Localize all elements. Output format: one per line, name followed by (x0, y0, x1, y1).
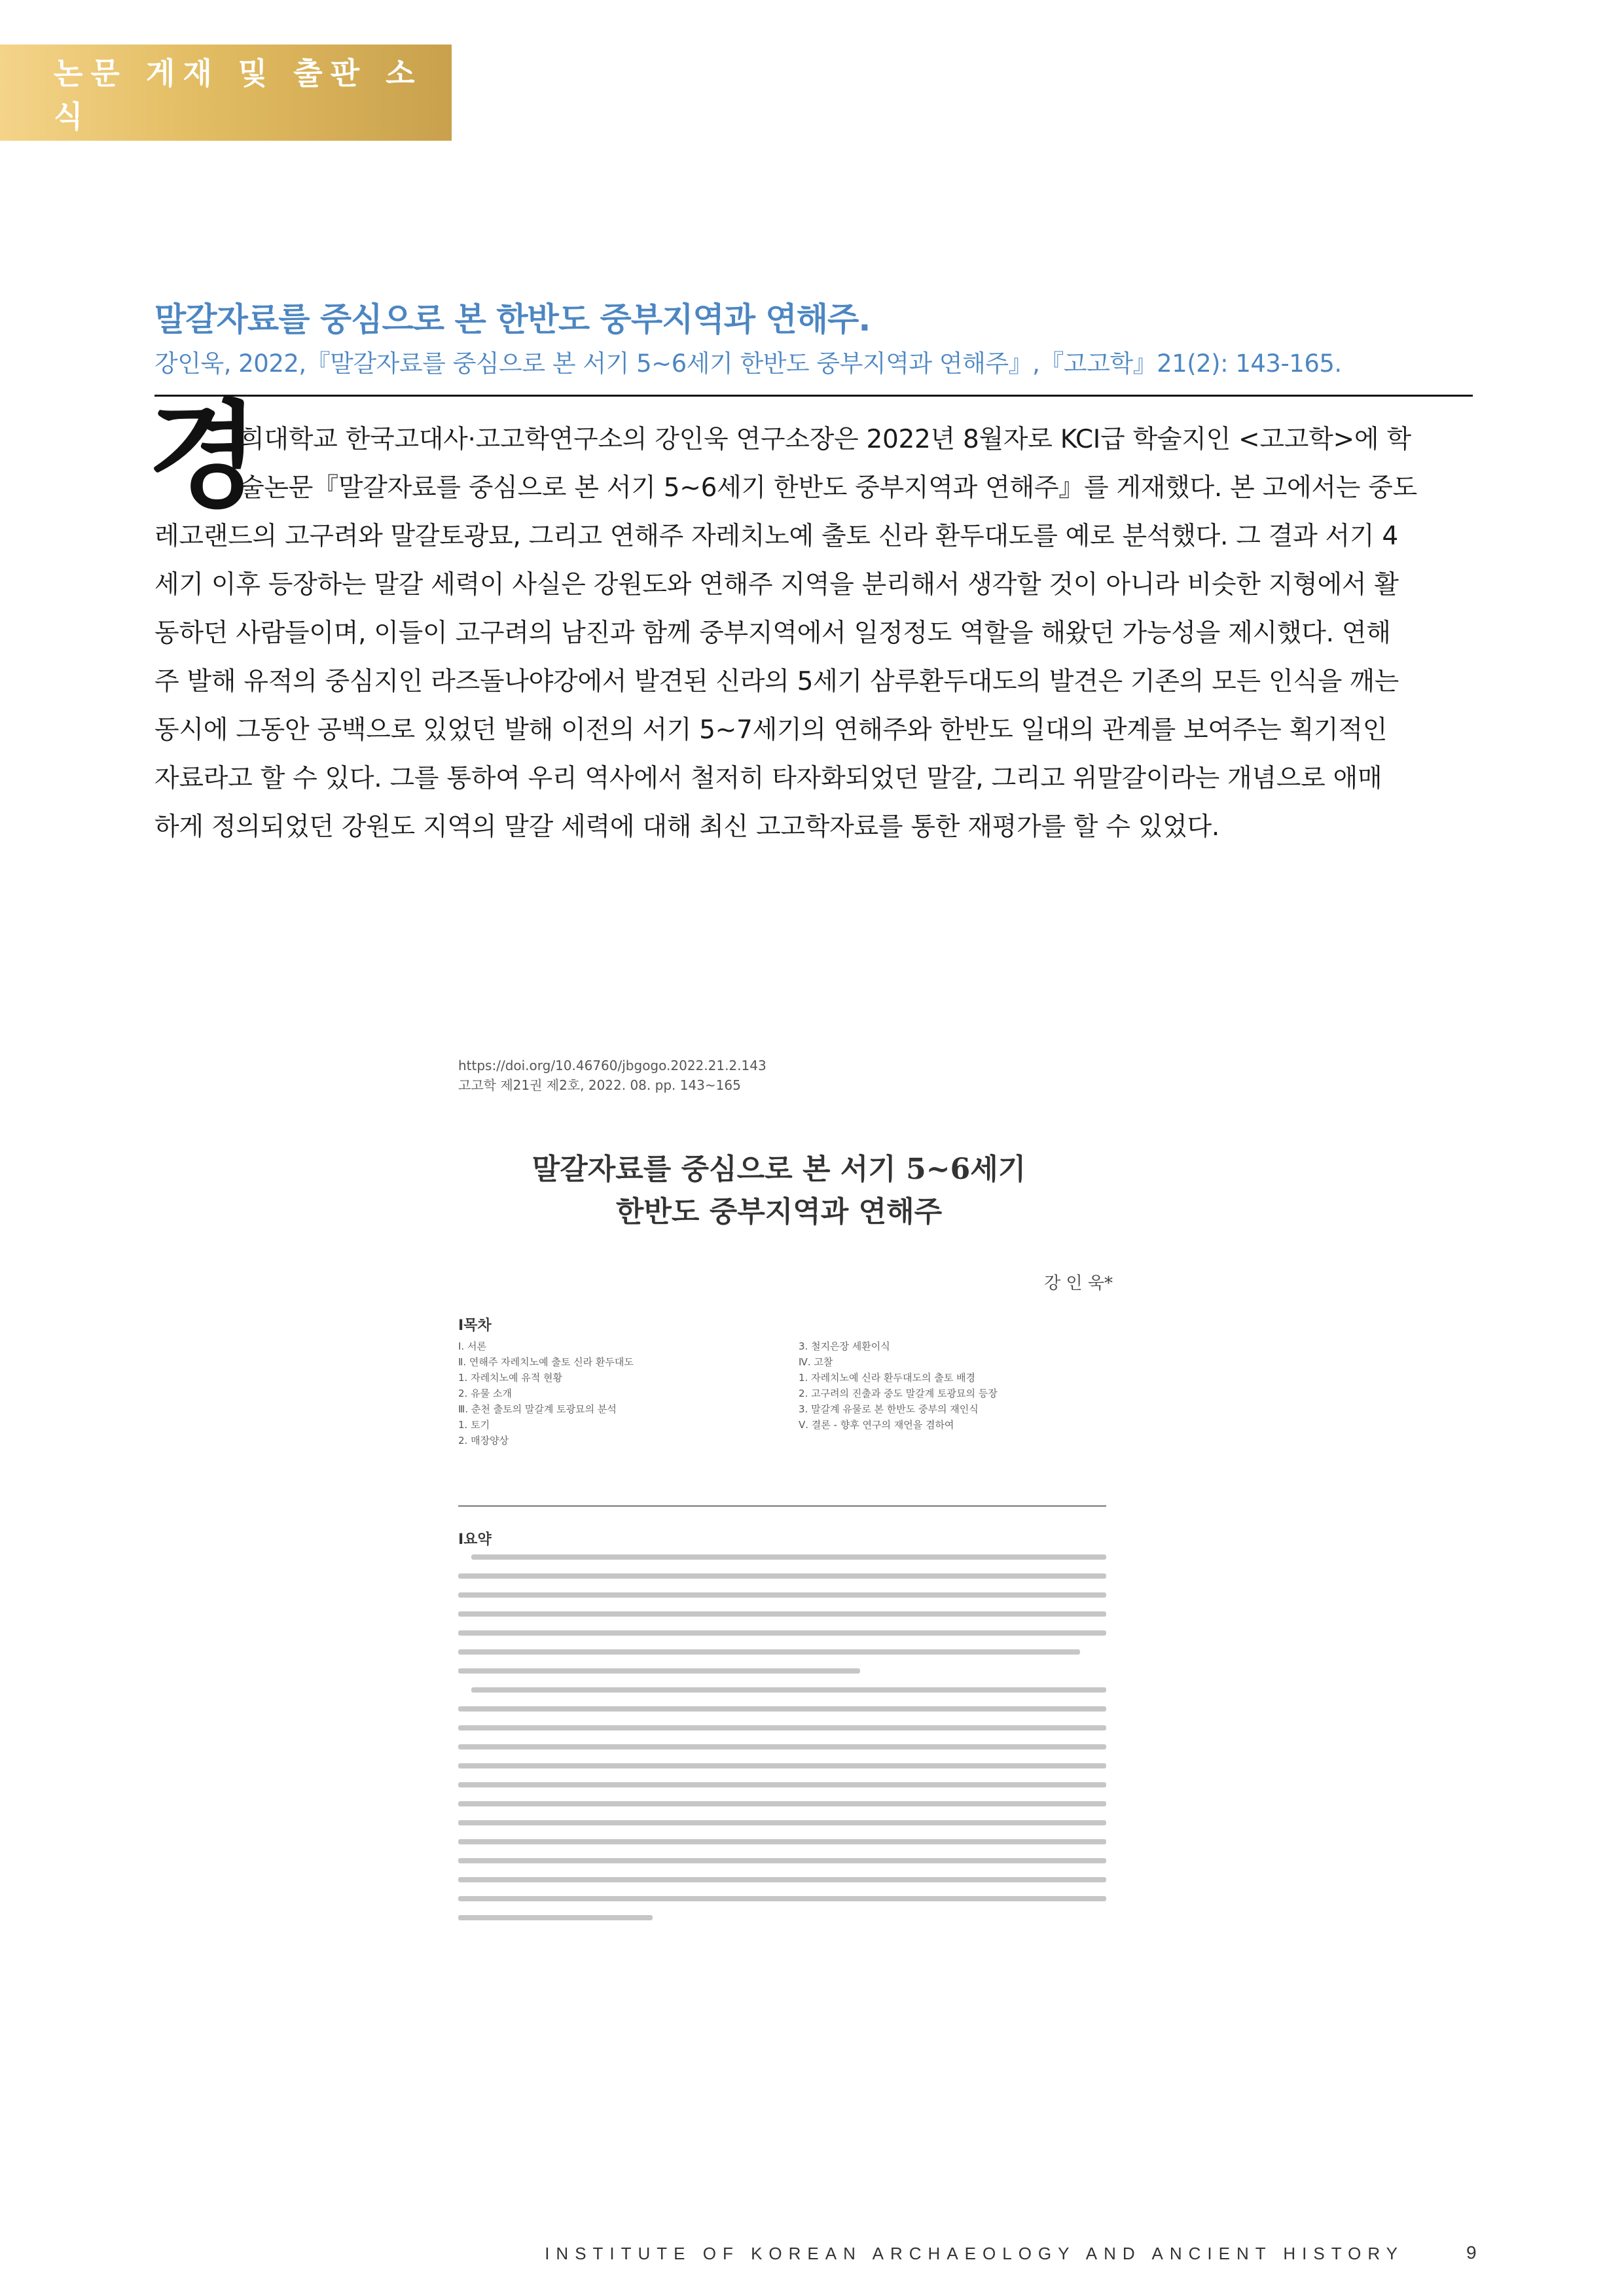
toc-item: Ⅳ. 고찰 (799, 1356, 833, 1368)
blurred-text-line (458, 1763, 1106, 1768)
section-label: 논문 게재 및 출판 소식 (54, 55, 423, 134)
blurred-text-line (458, 1725, 1106, 1731)
blurred-text-line (458, 1592, 1106, 1598)
body-line: 자료라고 할 수 있다. 그를 통하여 우리 역사에서 철저히 타자화되었던 말갈, 그리고 위말갈이라는 개념으로 애매 (154, 764, 1382, 793)
paper-first-page-image (458, 1047, 1113, 2029)
toc-item: 2. 매장양상 (458, 1435, 509, 1446)
blurred-text-line (458, 1839, 1106, 1844)
drop-cap: 경 (148, 389, 260, 524)
blurred-text-line (458, 1649, 1080, 1655)
blurred-text-line (471, 1687, 1106, 1693)
toc-left (458, 1338, 634, 1448)
toc-item: 2. 유물 소개 (458, 1388, 512, 1399)
body-line: 세기 이후 등장하는 말갈 세력이 사실은 강원도와 연해주 지역을 분리해서 생각할 것이 아니라 비슷한 지형에서 활 (154, 570, 1399, 600)
toc-item: 1. 자레치노예 신라 환두대도의 출토 배경 (799, 1372, 975, 1384)
body-line: 주 발해 유적의 중심지인 라즈돌나야강에서 발견된 신라의 5세기 삼루환두대도의 발견은 기존의 모든 인식을 깨는 (154, 667, 1399, 696)
paper-journal: 고고학 제21권 제2호, 2022. 08. pp. 143~165 (458, 1077, 741, 1093)
paper-title-line-1: 말갈자료를 중심으로 본 서기 5~6세기 (532, 1153, 1026, 1186)
toc-item: Ⅲ. 춘천 출토의 말갈계 토광묘의 분석 (458, 1403, 617, 1415)
toc-heading: Ⅰ목차 (458, 1318, 492, 1334)
blurred-text-line (458, 1668, 860, 1674)
blurred-text-line (458, 1782, 1106, 1787)
paper-doi: https://doi.org/10.46760/jbgogo.2022.21.2.143 (458, 1058, 767, 1073)
body-line: 동하던 사람들이며, 이들이 고구려의 남진과 함께 중부지역에서 일정정도 역할을 해왔던 가능성을 제시했다. 연해 (154, 619, 1391, 648)
blurred-text-line (458, 1801, 1106, 1806)
blurred-text-line (458, 1820, 1106, 1825)
blurred-text-line (458, 1706, 1106, 1712)
paper-title-line-2: 한반도 중부지역과 연해주 (615, 1195, 943, 1229)
article-citation: 강인욱, 2022,『말갈자료를 중심으로 본 서기 5~6세기 한반도 중부지역과 연해주』,『고고학』21(2): 143-165. (154, 350, 1342, 378)
blurred-text-line (458, 1630, 1106, 1636)
blurred-text-line (458, 1744, 1106, 1749)
toc-item: 1. 토기 (458, 1419, 490, 1431)
blurred-text-line (458, 1896, 1106, 1901)
paper-divider (458, 1505, 1106, 1507)
toc-item: 3. 철지은장 세환이식 (799, 1340, 890, 1352)
toc-item: Ⅰ. 서론 (458, 1340, 486, 1352)
paper-author: 강 인 욱* (1044, 1274, 1113, 1293)
toc-right (799, 1338, 998, 1433)
title-divider (154, 395, 1473, 397)
section-label-tab (0, 45, 452, 141)
toc-item: Ⅱ. 연해주 자레치노예 출토 신라 환두대도 (458, 1356, 634, 1368)
body-line: 하게 정의되었던 강원도 지역의 말갈 세력에 대해 최신 고고학자료를 통한 재평가를 할 수 있었다. (154, 812, 1219, 842)
blurred-text-line (471, 1554, 1106, 1560)
footer-institute: INSTITUTE OF KOREAN ARCHAEOLOGY AND ANCIENT HISTORY (545, 2244, 1404, 2263)
toc-item: 1. 자레치노예 유적 현황 (458, 1372, 563, 1384)
blurred-text-line (458, 1858, 1106, 1863)
article-title: 말갈자료를 중심으로 본 한반도 중부지역과 연해주. (154, 300, 871, 338)
body-line: 술논문『말갈자료를 중심으로 본 서기 5~6세기 한반도 중부지역과 연해주』를 게재했다. 본 고에서는 중도 (240, 473, 1417, 503)
page-number: 9 (1466, 2242, 1477, 2263)
toc-item: 3. 말갈계 유물로 본 한반도 중부의 재인식 (799, 1403, 979, 1415)
body-line: 희대학교 한국고대사·고고학연구소의 강인욱 연구소장은 2022년 8월자로 KCI급 학술지인 <고고학>에 학 (240, 425, 1411, 454)
body-line: 레고랜드의 고구려와 말갈토광묘, 그리고 연해주 자레치노예 출토 신라 환두대도를 예로 분석했다. 그 결과 서기 4 (154, 522, 1398, 551)
toc-item: 2. 고구려의 진출과 중도 말갈계 토광묘의 등장 (799, 1388, 998, 1399)
summary-heading: Ⅰ요약 (458, 1532, 492, 1548)
blurred-text-line (458, 1573, 1106, 1579)
toc-item: Ⅴ. 결론 - 향후 연구의 재언을 겸하여 (799, 1419, 954, 1431)
blurred-text-line (458, 1915, 653, 1920)
blurred-text-line (458, 1877, 1106, 1882)
body-line: 동시에 그동안 공백으로 있었던 발해 이전의 서기 5~7세기의 연해주와 한반도 일대의 관계를 보여주는 획기적인 (154, 715, 1388, 745)
blurred-text-line (458, 1611, 1106, 1617)
